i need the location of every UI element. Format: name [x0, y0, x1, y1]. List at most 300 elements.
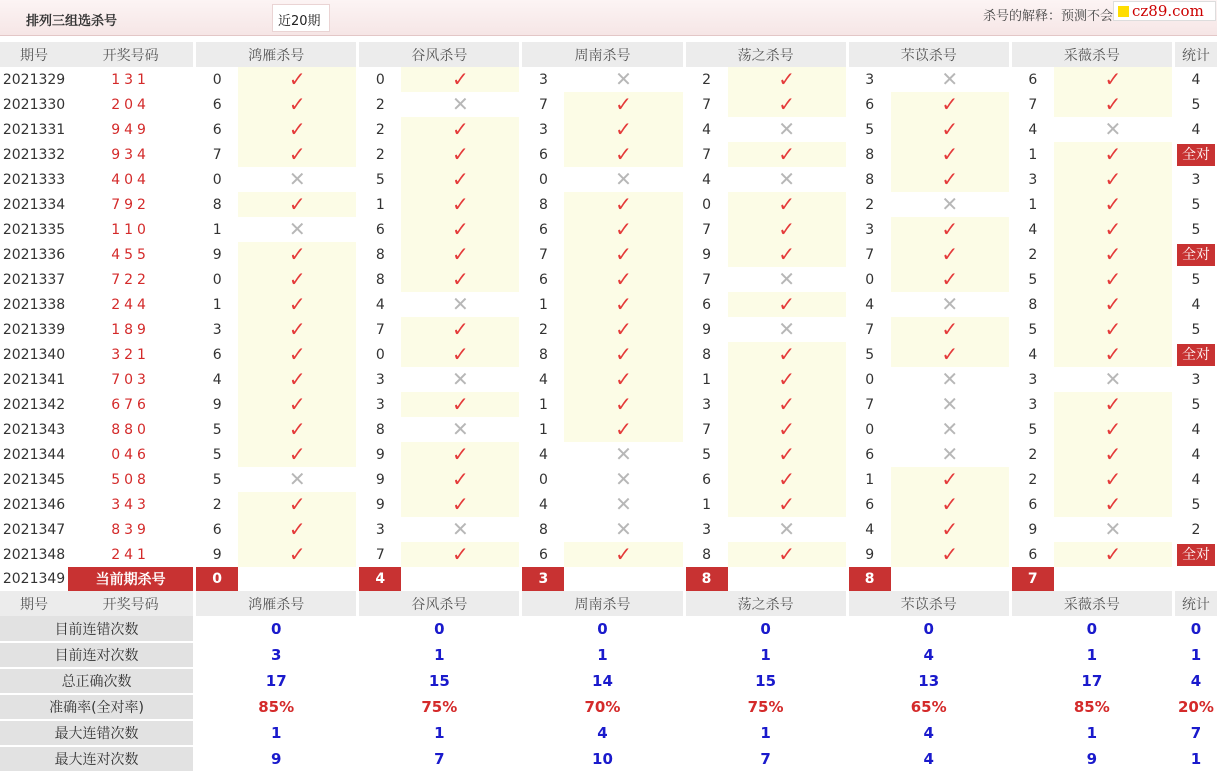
- current-kill-number: 4: [359, 567, 401, 591]
- kill-number-cell: 6: [538, 221, 548, 238]
- result-mark-cell: [891, 167, 1009, 192]
- kill-number-cell: 4: [865, 296, 875, 313]
- cross-icon: ✕: [615, 67, 632, 91]
- check-icon: ✓: [615, 217, 632, 241]
- col-expert-header: 芣苡杀号: [849, 42, 1009, 67]
- stat-cell: 4: [1191, 471, 1201, 488]
- kill-number-cell: 5: [1028, 421, 1038, 438]
- col-expert-header: 采薇杀号: [1012, 42, 1172, 67]
- summary-row: [0, 668, 1217, 694]
- result-mark-cell: [891, 142, 1009, 167]
- draw-number-cell: 204: [111, 96, 150, 113]
- kill-number-cell: 1: [212, 296, 222, 313]
- result-mark-cell: [728, 242, 846, 267]
- summary-value: 1: [1012, 642, 1172, 668]
- result-mark-cell: [238, 217, 356, 242]
- period-cell: 2021331: [0, 117, 68, 142]
- result-mark-cell: [728, 542, 846, 567]
- result-mark-cell: [238, 342, 356, 367]
- result-mark-cell: [891, 92, 1009, 117]
- brand-text: cz89.com: [1132, 2, 1204, 20]
- draw-number-cell: 110: [111, 221, 150, 238]
- kill-number-cell: 6: [538, 546, 548, 563]
- check-icon: ✓: [778, 192, 795, 216]
- result-mark-cell: [401, 267, 519, 292]
- empty-cell: [891, 567, 1009, 591]
- empty-cell: [401, 567, 519, 591]
- kill-number-cell: 6: [865, 496, 875, 513]
- summary-value: 9: [196, 746, 356, 772]
- result-mark-cell: [401, 192, 519, 217]
- summary-value: 0: [522, 616, 682, 642]
- check-icon: ✓: [778, 417, 795, 441]
- kill-number-cell: 8: [212, 196, 222, 213]
- kill-number-cell: 7: [1028, 96, 1038, 113]
- check-icon: ✓: [941, 142, 959, 166]
- period-cell: 2021338: [0, 292, 68, 317]
- kill-number-cell: 6: [538, 271, 548, 288]
- period-cell: 2021343: [0, 417, 68, 442]
- kill-number-cell: 3: [375, 396, 385, 413]
- period-cell: 2021334: [0, 192, 68, 217]
- result-mark-cell: [1054, 117, 1172, 142]
- kill-number-cell: 7: [865, 396, 875, 413]
- result-mark-cell: [728, 67, 846, 92]
- check-icon: ✓: [1104, 317, 1122, 341]
- check-icon: ✓: [778, 92, 795, 116]
- kill-number-cell: 8: [538, 346, 548, 363]
- current-kill-number: 8: [849, 567, 891, 591]
- cross-icon: ✕: [778, 267, 795, 291]
- kill-number-cell: 3: [375, 521, 385, 538]
- result-mark-cell: [891, 317, 1009, 342]
- check-icon: ✓: [615, 417, 632, 441]
- stat-cell: 4: [1191, 296, 1201, 313]
- summary-stat-value: 4: [1175, 668, 1217, 694]
- result-mark-cell: [564, 492, 682, 517]
- result-mark-cell: [564, 242, 682, 267]
- table-row: [0, 417, 1217, 442]
- kill-number-cell: 1: [865, 471, 875, 488]
- summary-value: 1: [522, 642, 682, 668]
- result-mark-cell: [728, 117, 846, 142]
- summary-value: 0: [359, 616, 519, 642]
- check-icon: ✓: [941, 542, 959, 566]
- kill-number-cell: 4: [865, 521, 875, 538]
- result-mark-cell: [1054, 292, 1172, 317]
- kill-number-cell: 5: [212, 446, 222, 463]
- empty-cell: [1054, 567, 1172, 591]
- kill-number-cell: 6: [375, 221, 385, 238]
- summary-value: 17: [1012, 668, 1172, 694]
- check-icon: ✓: [1104, 67, 1122, 91]
- period-cell: 2021335: [0, 217, 68, 242]
- check-icon: ✓: [1104, 392, 1122, 416]
- col-stat-header: 统计: [1175, 42, 1217, 67]
- result-mark-cell: [238, 367, 356, 392]
- site-brand[interactable]: [1113, 1, 1216, 21]
- col-expert-header: 芣苡杀号: [849, 591, 1009, 616]
- kill-number-cell: 4: [702, 121, 711, 138]
- kill-number-cell: 2: [1028, 246, 1038, 263]
- all-correct-badge: 全对: [1177, 144, 1215, 166]
- result-mark-cell: [891, 392, 1009, 417]
- col-expert-header: 鸿雁杀号: [196, 591, 356, 616]
- kill-number-cell: 3: [702, 396, 711, 413]
- summary-value: 75%: [686, 694, 846, 720]
- table-row: [0, 292, 1217, 317]
- kill-number-cell: 9: [375, 496, 385, 513]
- period-cell: 2021349: [0, 567, 68, 591]
- result-mark-cell: [401, 167, 519, 192]
- kill-number-cell: 5: [1028, 321, 1038, 338]
- kill-number-cell: 3: [1028, 396, 1038, 413]
- col-expert-header: 谷风杀号: [359, 591, 519, 616]
- check-icon: ✓: [778, 67, 795, 91]
- result-mark-cell: [564, 542, 682, 567]
- result-mark-cell: [564, 392, 682, 417]
- summary-label: 最大连对次数: [0, 746, 193, 772]
- stat-cell: [1175, 142, 1217, 167]
- result-mark-cell: [238, 542, 356, 567]
- kill-number-cell: 7: [702, 221, 711, 238]
- result-mark-cell: [728, 367, 846, 392]
- kill-number-cell: 0: [212, 271, 222, 288]
- draw-number-cell: 241: [111, 546, 150, 563]
- result-mark-cell: [564, 192, 682, 217]
- stat-cell: 5: [1191, 221, 1201, 238]
- period-cell: 2021348: [0, 542, 68, 567]
- period-range-select[interactable]: 近20期: [272, 4, 330, 32]
- result-mark-cell: [564, 367, 682, 392]
- result-mark-cell: [891, 542, 1009, 567]
- summary-label: 目前连对次数: [0, 642, 193, 668]
- summary-stat-value: 1: [1175, 642, 1217, 668]
- kill-number-cell: 3: [865, 71, 875, 88]
- cross-icon: ✕: [615, 467, 632, 491]
- empty-cell: [564, 567, 682, 591]
- check-icon: ✓: [1104, 92, 1122, 116]
- col-draw-header: 开奖号码: [68, 591, 193, 616]
- summary-value: 13: [849, 668, 1009, 694]
- result-mark-cell: [1054, 417, 1172, 442]
- check-icon: ✓: [778, 217, 795, 241]
- result-mark-cell: [564, 92, 682, 117]
- period-cell: 2021333: [0, 167, 68, 192]
- cross-icon: ✕: [778, 117, 795, 141]
- kill-number-cell: 5: [212, 421, 222, 438]
- result-mark-cell: [1054, 167, 1172, 192]
- kill-number-cell: 7: [375, 546, 385, 563]
- kill-number-cell: 6: [702, 296, 711, 313]
- result-mark-cell: [891, 117, 1009, 142]
- check-icon: ✓: [778, 492, 795, 516]
- result-mark-cell: [1054, 467, 1172, 492]
- result-mark-cell: [401, 142, 519, 167]
- summary-value: 7: [686, 746, 846, 772]
- result-mark-cell: [564, 467, 682, 492]
- kill-number-cell: 8: [538, 521, 548, 538]
- draw-number-cell: 189: [111, 321, 150, 338]
- table-row: [0, 67, 1217, 92]
- col-expert-header: 鸿雁杀号: [196, 42, 356, 67]
- check-icon: ✓: [451, 167, 469, 191]
- summary-row: [0, 720, 1217, 746]
- summary-value: 1: [359, 720, 519, 746]
- result-mark-cell: [238, 467, 356, 492]
- draw-number-cell: 321: [111, 346, 150, 363]
- kill-number-cell: 3: [1028, 371, 1038, 388]
- check-icon: ✓: [1104, 142, 1122, 166]
- check-icon: ✓: [451, 467, 469, 491]
- col-period-header: 期号: [0, 42, 68, 67]
- summary-value: 4: [849, 746, 1009, 772]
- result-mark-cell: [728, 292, 846, 317]
- result-mark-cell: [564, 317, 682, 342]
- check-icon: ✓: [451, 492, 469, 516]
- all-correct-badge: 全对: [1177, 344, 1215, 366]
- table-row: [0, 342, 1217, 367]
- result-mark-cell: [238, 242, 356, 267]
- result-mark-cell: [238, 417, 356, 442]
- check-icon: ✓: [451, 192, 469, 216]
- result-mark-cell: [238, 67, 356, 92]
- kill-number-cell: 7: [865, 246, 875, 263]
- result-mark-cell: [891, 492, 1009, 517]
- result-mark-cell: [564, 167, 682, 192]
- stat-cell: 5: [1191, 96, 1201, 113]
- kill-number-cell: 3: [538, 121, 548, 138]
- result-mark-cell: [564, 217, 682, 242]
- kill-number-cell: 8: [538, 196, 548, 213]
- check-icon: ✓: [778, 242, 795, 266]
- table-row: [0, 167, 1217, 192]
- kill-number-cell: 6: [865, 96, 875, 113]
- check-icon: ✓: [941, 492, 959, 516]
- result-mark-cell: [891, 442, 1009, 467]
- kill-number-cell: 7: [702, 271, 711, 288]
- summary-row: [0, 746, 1217, 772]
- kill-number-cell: 9: [1028, 521, 1038, 538]
- check-icon: ✓: [1104, 542, 1122, 566]
- top-bar: [0, 0, 1217, 36]
- check-icon: ✓: [1104, 417, 1122, 441]
- kill-number-cell: 4: [212, 371, 222, 388]
- result-mark-cell: [1054, 92, 1172, 117]
- check-icon: ✓: [1104, 342, 1122, 366]
- stat-cell: 4: [1191, 446, 1201, 463]
- check-icon: ✓: [778, 467, 795, 491]
- result-mark-cell: [401, 467, 519, 492]
- result-mark-cell: [564, 142, 682, 167]
- cross-icon: ✕: [615, 442, 632, 466]
- draw-number-cell: 949: [111, 121, 150, 138]
- kill-number-cell: 1: [538, 421, 548, 438]
- kill-number-cell: 7: [375, 321, 385, 338]
- summary-value: 1: [359, 642, 519, 668]
- summary-value: 15: [359, 668, 519, 694]
- check-icon: ✓: [288, 67, 306, 91]
- check-icon: ✓: [288, 117, 306, 141]
- result-mark-cell: [1054, 392, 1172, 417]
- check-icon: ✓: [288, 267, 306, 291]
- summary-stat-value: 0: [1175, 616, 1217, 642]
- stat-cell: 5: [1191, 396, 1201, 413]
- check-icon: ✓: [615, 342, 632, 366]
- current-kill-number: 8: [686, 567, 728, 591]
- current-period-row: [0, 567, 1217, 591]
- stat-cell: 5: [1191, 271, 1201, 288]
- result-mark-cell: [401, 542, 519, 567]
- kill-number-cell: 9: [702, 321, 711, 338]
- cross-icon: ✕: [1104, 117, 1122, 141]
- cross-icon: ✕: [451, 367, 469, 391]
- result-mark-cell: [238, 492, 356, 517]
- kill-number-cell: 5: [212, 471, 222, 488]
- result-mark-cell: [728, 492, 846, 517]
- kill-number-cell: 7: [702, 421, 711, 438]
- result-mark-cell: [891, 67, 1009, 92]
- col-period-header: 期号: [0, 591, 68, 616]
- result-mark-cell: [1054, 142, 1172, 167]
- kill-number-cell: 5: [702, 446, 711, 463]
- stat-cell: 4: [1191, 121, 1201, 138]
- result-mark-cell: [238, 317, 356, 342]
- result-mark-cell: [401, 442, 519, 467]
- summary-label: 总正确次数: [0, 668, 193, 694]
- kill-number-cell: 4: [1028, 221, 1038, 238]
- check-icon: ✓: [451, 67, 469, 91]
- draw-number-cell: 455: [111, 246, 150, 263]
- summary-value: 10: [522, 746, 682, 772]
- kill-number-cell: 1: [1028, 146, 1038, 163]
- table-row: [0, 117, 1217, 142]
- result-mark-cell: [401, 92, 519, 117]
- draw-number-cell: 046: [111, 446, 150, 463]
- cross-icon: ✕: [615, 492, 632, 516]
- summary-value: 17: [196, 668, 356, 694]
- summary-value: 1: [686, 720, 846, 746]
- cross-icon: ✕: [451, 417, 469, 441]
- summary-stat-value: 20%: [1175, 694, 1217, 720]
- result-mark-cell: [238, 442, 356, 467]
- kill-number-cell: 6: [865, 446, 875, 463]
- result-mark-cell: [401, 417, 519, 442]
- result-mark-cell: [1054, 242, 1172, 267]
- kill-number-cell: 7: [702, 96, 711, 113]
- table-row: [0, 367, 1217, 392]
- result-mark-cell: [891, 292, 1009, 317]
- brand-square-icon: [1118, 6, 1129, 17]
- check-icon: ✓: [941, 242, 959, 266]
- current-kill-number: 0: [196, 567, 238, 591]
- result-mark-cell: [238, 92, 356, 117]
- kill-number-cell: 0: [375, 71, 385, 88]
- draw-number-cell: 880: [111, 421, 150, 438]
- cross-icon: ✕: [941, 442, 959, 466]
- check-icon: ✓: [1104, 167, 1122, 191]
- check-icon: ✓: [615, 292, 632, 316]
- result-mark-cell: [564, 517, 682, 542]
- result-mark-cell: [728, 192, 846, 217]
- result-mark-cell: [1054, 67, 1172, 92]
- check-icon: ✓: [778, 367, 795, 391]
- kill-number-cell: 5: [865, 346, 875, 363]
- table-row: [0, 517, 1217, 542]
- check-icon: ✓: [1104, 267, 1122, 291]
- check-icon: ✓: [615, 142, 632, 166]
- stat-cell: [1175, 342, 1217, 367]
- kill-number-cell: 0: [865, 421, 875, 438]
- result-mark-cell: [891, 467, 1009, 492]
- kill-number-cell: 4: [538, 496, 548, 513]
- result-mark-cell: [564, 117, 682, 142]
- kill-number-cell: 9: [702, 246, 711, 263]
- kill-number-cell: 0: [538, 471, 548, 488]
- table-row: [0, 267, 1217, 292]
- stat-cell: 5: [1191, 496, 1201, 513]
- kill-number-cell: 4: [1028, 121, 1038, 138]
- result-mark-cell: [401, 292, 519, 317]
- kill-number-cell: 6: [1028, 546, 1038, 563]
- draw-number-cell: 131: [111, 71, 150, 88]
- result-mark-cell: [728, 392, 846, 417]
- kill-number-cell: 6: [538, 146, 548, 163]
- table-row: [0, 242, 1217, 267]
- check-icon: ✓: [288, 292, 306, 316]
- cross-icon: ✕: [778, 167, 795, 191]
- check-icon: ✓: [941, 467, 959, 491]
- result-mark-cell: [1054, 367, 1172, 392]
- check-icon: ✓: [288, 417, 306, 441]
- summary-value: 0: [849, 616, 1009, 642]
- result-mark-cell: [891, 517, 1009, 542]
- col-draw-header: 开奖号码: [68, 42, 193, 67]
- kill-number-cell: 6: [212, 121, 222, 138]
- result-mark-cell: [1054, 542, 1172, 567]
- period-cell: 2021336: [0, 242, 68, 267]
- kill-number-cell: 2: [865, 196, 875, 213]
- draw-number-cell: 343: [111, 496, 150, 513]
- table-row: [0, 492, 1217, 517]
- summary-value: 1: [686, 642, 846, 668]
- kill-number-cell: 2: [375, 146, 385, 163]
- cross-icon: ✕: [941, 192, 959, 216]
- draw-number-cell: 792: [111, 196, 150, 213]
- result-mark-cell: [238, 117, 356, 142]
- all-correct-badge: 全对: [1177, 244, 1215, 266]
- empty-cell: [238, 567, 356, 591]
- check-icon: ✓: [615, 392, 632, 416]
- stat-cell: 3: [1191, 171, 1201, 188]
- check-icon: ✓: [1104, 292, 1122, 316]
- table-row: [0, 392, 1217, 417]
- check-icon: ✓: [615, 367, 632, 391]
- kill-number-cell: 6: [1028, 71, 1038, 88]
- kill-number-cell: 0: [865, 271, 875, 288]
- result-mark-cell: [1054, 342, 1172, 367]
- summary-label: 目前连错次数: [0, 616, 193, 642]
- check-icon: ✓: [288, 142, 306, 166]
- period-cell: 2021347: [0, 517, 68, 542]
- check-icon: ✓: [778, 342, 795, 366]
- kill-number-cell: 1: [702, 371, 711, 388]
- stat-cell: 5: [1191, 196, 1201, 213]
- check-icon: ✓: [288, 517, 306, 541]
- summary-value: 65%: [849, 694, 1009, 720]
- period-cell: 2021329: [0, 67, 68, 92]
- result-mark-cell: [401, 367, 519, 392]
